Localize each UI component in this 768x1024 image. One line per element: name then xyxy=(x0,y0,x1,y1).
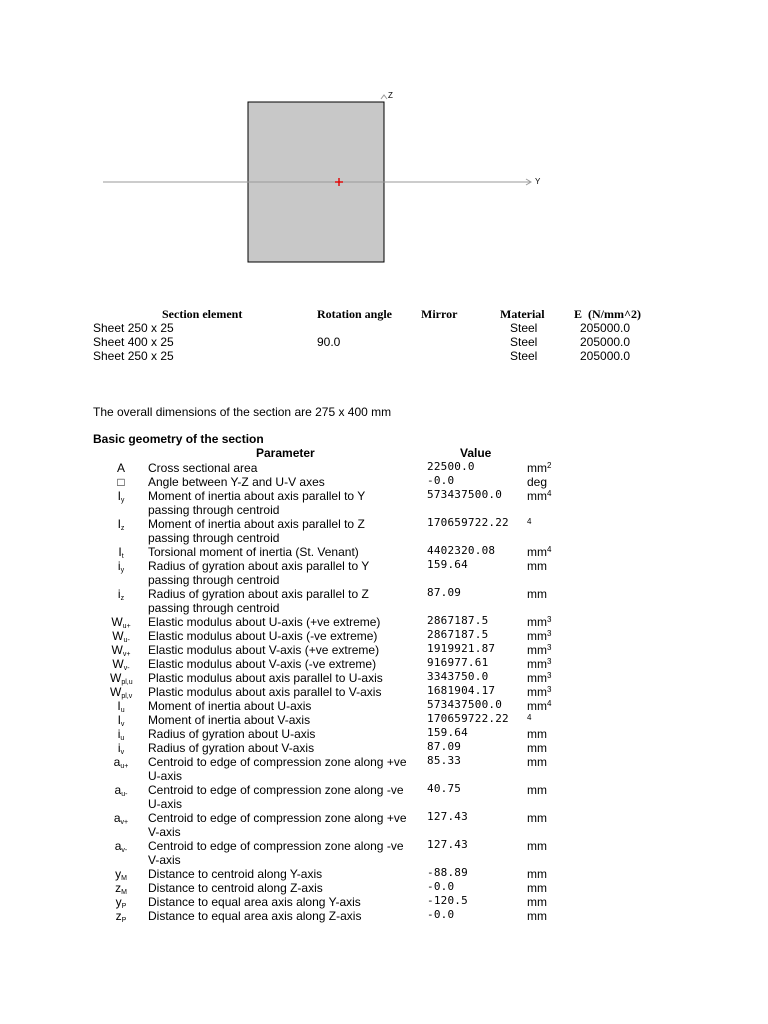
parameter-value: -0.0 xyxy=(427,474,455,487)
parameter-description: Moment of inertia about U-axis xyxy=(148,699,312,713)
parameter-description: Moment of inertia about axis parallel to Y xyxy=(148,489,366,503)
parameter-unit: mm xyxy=(527,909,547,923)
geometry-header-parameter: Parameter xyxy=(256,446,315,460)
parameter-symbol: $I_t$ xyxy=(118,545,124,560)
parameter-description: Radius of gyration about axis parallel to Y xyxy=(148,559,370,573)
parameter-value: 573437500.0 xyxy=(427,488,503,501)
y-axis-label: Y xyxy=(535,177,541,186)
element-e: 205000.0 xyxy=(580,321,631,335)
parameter-symbol: $a_{v+}$ xyxy=(113,811,129,826)
parameter-description: Radius of gyration about V-axis xyxy=(148,741,315,755)
parameter-description: Centroid to edge of compression zone along -ve xyxy=(148,783,404,797)
parameter-value: 2867187.5 xyxy=(427,628,489,641)
parameter-description: passing through centroid xyxy=(148,573,280,587)
parameter-value: 85.33 xyxy=(427,754,462,767)
parameter-value: 87.09 xyxy=(427,586,462,599)
parameter-description: Elastic modulus about V-axis (+ve extreme) xyxy=(148,643,380,657)
parameter-symbol: $W_{pl,v}$ xyxy=(110,685,133,700)
parameter-description: V-axis xyxy=(148,853,181,867)
element-material: Steel xyxy=(510,335,538,349)
parameter-unit: mm xyxy=(527,727,547,741)
parameter-unit: mm xyxy=(527,559,547,573)
parameter-value: 170659722.22 xyxy=(427,516,509,529)
parameter-symbol: $z_M$ xyxy=(115,881,127,896)
parameter-unit: mm xyxy=(527,839,547,853)
parameter-symbol: $I_v$ xyxy=(117,713,125,728)
parameter-description: Plastic modulus about axis parallel to U-axis xyxy=(148,671,383,685)
parameter-symbol: □ xyxy=(117,475,125,489)
z-axis-label: Z xyxy=(388,91,393,100)
element-rotation: 90.0 xyxy=(317,335,341,349)
col-header-section-element: Section element xyxy=(162,307,243,321)
parameter-value: 3343750.0 xyxy=(427,670,489,683)
parameter-unit: $mm^4$ xyxy=(527,699,552,713)
parameter-symbol: $W_{v+}$ xyxy=(111,643,131,658)
parameter-unit: $mm^2$ xyxy=(527,461,552,475)
parameter-description: Distance to centroid along Y-axis xyxy=(148,867,323,881)
parameter-unit: 4 xyxy=(527,713,532,722)
z-axis-arrow-icon xyxy=(381,95,387,99)
parameter-value: 127.43 xyxy=(427,810,468,823)
parameter-unit: mm xyxy=(527,587,547,601)
col-header-mirror: Mirror xyxy=(421,307,458,321)
parameter-description: V-axis xyxy=(148,825,181,839)
parameter-value: -88.89 xyxy=(427,866,468,879)
parameter-symbol: $W_{v-}$ xyxy=(112,657,130,672)
parameter-value: 1681904.17 xyxy=(427,684,496,697)
parameter-description: Centroid to edge of compression zone along -ve xyxy=(148,839,404,853)
section-diagram xyxy=(0,0,768,290)
geometry-header-value: Value xyxy=(460,446,492,460)
parameter-value: 159.64 xyxy=(427,726,468,739)
parameter-description: Cross sectional area xyxy=(148,461,258,475)
parameter-value: -0.0 xyxy=(427,880,455,893)
parameter-symbol: $W_{u+}$ xyxy=(111,615,131,630)
parameter-value: -120.5 xyxy=(427,894,468,907)
parameter-value: 170659722.22 xyxy=(427,712,509,725)
parameter-description: passing through centroid xyxy=(148,531,280,545)
element-name: Sheet 250 x 25 xyxy=(93,349,174,363)
parameter-unit: mm xyxy=(527,881,547,895)
parameter-unit: $mm^3$ xyxy=(527,615,552,629)
parameter-value: 573437500.0 xyxy=(427,698,503,711)
parameter-symbol: A xyxy=(116,461,125,475)
parameter-symbol: $i_y$ xyxy=(117,559,125,574)
parameter-value: -0.0 xyxy=(427,908,455,921)
parameter-symbol: $a_{u+}$ xyxy=(113,755,129,770)
parameter-description: U-axis xyxy=(148,769,183,783)
overall-dimensions-text: The overall dimensions of the section are 275 x 400 mm xyxy=(93,405,392,419)
parameter-description: Distance to equal area axis along Y-axis xyxy=(148,895,361,909)
parameter-value: 2867187.5 xyxy=(427,614,489,627)
parameter-symbol: $z_P$ xyxy=(115,909,127,924)
parameter-description: Centroid to edge of compression zone along +ve xyxy=(148,755,407,769)
parameter-description: Elastic modulus about U-axis (-ve extreme) xyxy=(148,629,378,643)
parameter-description: Plastic modulus about axis parallel to V-axis xyxy=(148,685,382,699)
col-header-rotation-angle: Rotation angle xyxy=(317,307,392,321)
parameter-symbol: $W_{u-}$ xyxy=(112,629,130,644)
parameter-value: 4402320.08 xyxy=(427,544,496,557)
parameter-description: Distance to equal area axis along Z-axis xyxy=(148,909,362,923)
parameter-description: Distance to centroid along Z-axis xyxy=(148,881,323,895)
geometry-title: Basic geometry of the section xyxy=(93,432,264,446)
element-material: Steel xyxy=(510,321,538,335)
parameter-unit: $mm^3$ xyxy=(527,671,552,685)
col-header-e: E (N/mm^2) xyxy=(574,307,641,321)
parameter-description: passing through centroid xyxy=(148,503,280,517)
parameter-value: 1919921.87 xyxy=(427,642,496,655)
parameter-unit: $mm^3$ xyxy=(527,629,552,643)
parameter-symbol: $I_u$ xyxy=(117,699,125,714)
parameter-symbol: $i_z$ xyxy=(117,587,125,602)
parameter-unit: $mm^3$ xyxy=(527,657,552,671)
parameter-symbol: $y_M$ xyxy=(115,867,127,882)
parameter-unit: $mm^3$ xyxy=(527,685,552,699)
parameter-description: Radius of gyration about U-axis xyxy=(148,727,316,741)
parameter-unit: mm xyxy=(527,741,547,755)
parameter-unit: mm xyxy=(527,755,547,769)
parameter-unit: $mm^3$ xyxy=(527,643,552,657)
parameter-symbol: $W_{pl,u}$ xyxy=(110,671,133,686)
element-material: Steel xyxy=(510,349,538,363)
element-name: Sheet 400 x 25 xyxy=(93,335,174,349)
parameter-symbol: $I_y$ xyxy=(117,489,125,504)
parameter-unit: $mm^4$ xyxy=(527,545,552,559)
parameter-description: Elastic modulus about U-axis (+ve extreme) xyxy=(148,615,381,629)
parameter-unit: deg xyxy=(527,475,548,489)
parameter-value: 87.09 xyxy=(427,740,462,753)
parameter-symbol: $I_z$ xyxy=(117,517,125,532)
parameter-symbol: $y_P$ xyxy=(115,895,127,910)
parameter-unit: mm xyxy=(527,867,547,881)
parameter-value: 22500.0 xyxy=(427,460,475,473)
parameter-description: Elastic modulus about V-axis (-ve extreme) xyxy=(148,657,377,671)
parameter-value: 916977.61 xyxy=(427,656,489,669)
parameter-unit: mm xyxy=(527,895,547,909)
parameter-unit: $mm^4$ xyxy=(527,489,552,503)
parameter-description: Moment of inertia about V-axis xyxy=(148,713,311,727)
parameter-description: Radius of gyration about axis parallel to Z xyxy=(148,587,369,601)
parameter-symbol: $a_{v-}$ xyxy=(114,839,128,854)
element-e: 205000.0 xyxy=(580,335,631,349)
parameter-symbol: $i_v$ xyxy=(117,741,125,756)
parameter-description: Angle between Y-Z and U-V axes xyxy=(148,475,325,489)
parameter-description: U-axis xyxy=(148,797,183,811)
parameter-value: 40.75 xyxy=(427,782,462,795)
parameter-unit: mm xyxy=(527,783,547,797)
parameter-value: 159.64 xyxy=(427,558,468,571)
parameter-description: Centroid to edge of compression zone along +ve xyxy=(148,811,407,825)
col-header-material: Material xyxy=(500,307,545,321)
element-name: Sheet 250 x 25 xyxy=(93,321,174,335)
parameter-unit: 4 xyxy=(527,517,532,526)
parameter-value: 127.43 xyxy=(427,838,468,851)
parameter-unit: mm xyxy=(527,811,547,825)
parameter-symbol: $a_{u-}$ xyxy=(114,783,128,798)
parameter-description: passing through centroid xyxy=(148,601,280,615)
parameter-description: Torsional moment of inertia (St. Venant) xyxy=(148,545,359,559)
parameter-symbol: $i_u$ xyxy=(117,727,125,742)
parameter-description: Moment of inertia about axis parallel to Z xyxy=(148,517,365,531)
element-e: 205000.0 xyxy=(580,349,631,363)
